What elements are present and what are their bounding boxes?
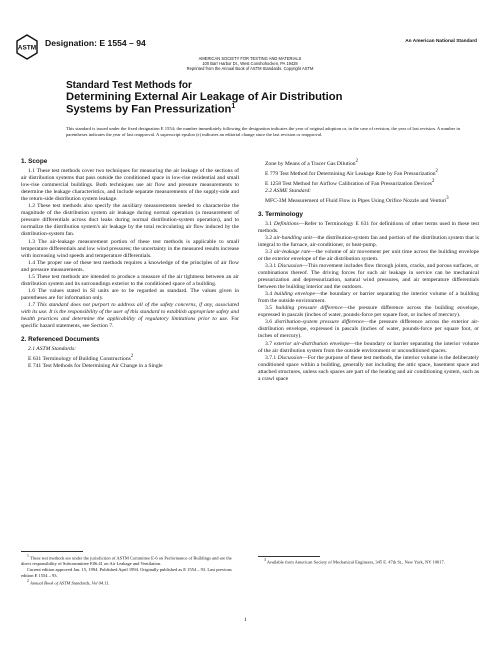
paragraph-1-3: 1.3 The air-leakage measurement portion of these test methods is applicable to small temperature differentials and low wind pressures; the uncertainty in the measured results increase with increasing wind speeds and temperature differentials. bbox=[21, 238, 239, 259]
reference-e741-continued: Zone by Means of a Tracer Gas Dilution$^2$ bbox=[265, 159, 358, 167]
footnote-divider-left bbox=[21, 551, 83, 552]
paragraph-1-1: 1.1 These test methods cover two techniques for measuring the air leakage of the sections of air distribution systems that pass outside the conditioned space in low-rise residential and small low-rise commercial buildings. Both techniques use air flow and pressure measurements to determine the leakage characteristics, and include separate measurements of the supply-side and the return-side distribution system leakage. bbox=[21, 168, 239, 203]
paragraph-1-5: 1.5 These test methods are intended to produce a measure of the air tightness between an air distribution system and its surroundings exterior to the conditioned space of a building. bbox=[21, 273, 239, 287]
title-line-3: Systems by Fan Pressurization$^1$ bbox=[66, 103, 236, 116]
section-heading-scope: 1. Scope bbox=[21, 158, 48, 165]
page-number: 1 bbox=[244, 617, 247, 623]
paragraph-1-2: 1.2 These test methods also specify the auxiliary measurements needed to characterize the magnitude of the distribution system air leakage during normal operation (a measurement of pressure differentials across duct leaks during normal distribution-system operation), and to normalize the distribution system's air leakage by the total recirculating air flow induced by the distribution-system fan. bbox=[21, 203, 239, 238]
paragraph-1-7: 1.7 This standard does not purport to address all of the safety concerns, if any, associated with its use. It is the responsibility of the user of this standard to establish appropriate safety and health practices and determine the applicability of regulatory limitations prior to use. For specific hazard statements, see Section 7. bbox=[21, 301, 239, 330]
publisher-address: 100 Barr Harbor Dr., West Conshohocken, PA 19428 bbox=[202, 61, 298, 66]
astm-logo-icon bbox=[16, 34, 38, 60]
paragraph-3-3: 3.3 air-leakage rate—the volume of air movement per unit time across the building envelope or the exterior envelope of the air distribution system. bbox=[258, 248, 480, 262]
title-line-1: Standard Test Methods for bbox=[66, 80, 192, 91]
designation: Designation: E 1554 – 94 bbox=[45, 38, 146, 48]
title-line-2: Determining External Air Leakage of Air Distribution bbox=[66, 91, 343, 103]
paragraph-1-6: 1.6 The values stated in SI units are to be regarded as standard. The values given in parentheses are for information only. bbox=[21, 287, 239, 301]
section-heading-terminology: 3. Terminology bbox=[258, 210, 303, 218]
footnote-3: $^3$ Available from American Society of Mechanical Engineers, 345 E. 47th St., New York, NY 10017. bbox=[264, 558, 445, 565]
footnotes-left bbox=[21, 554, 239, 586]
section-heading-referenced-documents: 2. Referenced Documents bbox=[21, 336, 100, 344]
paragraph-3-7: 3.7 exterior air-distribution envelope—the boundary or barrier separating the interior volume of the air distribution system from the outside environment or unconditioned spaces. bbox=[258, 340, 479, 354]
paragraph-2-2: 2.2 ASME Standard: bbox=[265, 187, 312, 194]
paragraph-3-2: 3.2 air-handling unit—the distribution-system fan and portion of the distribution system that is integral to the furnace, air-conditioner, or heat-pump. bbox=[258, 234, 479, 248]
footnote-1: $^1$ These test methods are under the jurisdiction of ASTM Committee E-6 on Performance of Buildings and are the direct responsibility of Subcommittee E06.41 on Air Leakage and Ventilation. bbox=[21, 554, 232, 567]
paragraph-3-3-1: 3.3.1 Discussion—This movement includes flow through joints, cracks, and porous surfaces, or combinations thereof. The driving forces for such air leakage in service can be mechanical pressurization and depressurization, natural wind pressures, and air temperature differentials between the building interior and the outdoors. bbox=[258, 263, 479, 291]
svg-text:ASTM: ASTM bbox=[17, 44, 37, 52]
footnotes-right bbox=[258, 558, 479, 565]
reference-e1258: E 1258 Test Method for Airflow Calibration of Fan Pressurization Devices$^2$ bbox=[265, 178, 435, 187]
left-column bbox=[21, 158, 239, 370]
reprint-notice: Reprinted from the Annual Book of ASTM Standards. Copyright ASTM bbox=[186, 66, 314, 71]
paragraph-3-5: 3.5 building pressure difference—the pressure difference across the building envelope, expressed in pascals (inches of water, pounds-force per square foot, or inches of mercury). bbox=[258, 305, 480, 319]
paragraph-3-1: 3.1 Definitions—Refer to Terminology E 631 for definitions of other terms used in these test methods. bbox=[258, 220, 479, 234]
footnote-2: $^2$ Annual Book of ASTM Standards, Vol 04.11. bbox=[27, 578, 110, 586]
footnote-1-edition: Current edition approved Jan. 15, 1994. Published April 1994. Originally published as E 1554 – 93. Last previous edition E 1554 – 93. bbox=[21, 567, 232, 578]
publisher-line: AMERICAN SOCIETY FOR TESTING AND MATERIALS bbox=[198, 56, 302, 61]
title-footnote-mark: 1 bbox=[231, 103, 236, 110]
paragraph-2-1: 2.1 ASTM Standards: bbox=[28, 346, 77, 353]
footnote-divider-right bbox=[258, 556, 320, 557]
paragraph-3-6: 3.6 distribution-system pressure difference—the pressure difference across the exterior air-distribution envelope, expressed in pascals (inches of water, pounds-force per square foot, or inches of mercury). bbox=[258, 319, 479, 340]
reference-e631: E 631 Terminology of Building Constructions$^2$ bbox=[28, 354, 134, 363]
paragraph-3-7-1: 3.7.1 Discussion—For the purpose of these test methods, the interior volume is the deliberately conditioned space within a building, generally not including the attic space, basement space and attached structures, unless such spaces are part of the heating and air conditioning system, such as a crawl space bbox=[258, 354, 479, 382]
paragraph-3-4: 3.4 building envelope—the boundary or barrier separating the interior volume of a building from the outside environment. bbox=[258, 291, 479, 305]
paragraph-1-4: 1.4 The proper use of these test methods requires a knowledge of the principles of air flow and pressure measurements. bbox=[21, 259, 239, 273]
standard-label: An American National Standard bbox=[405, 39, 477, 44]
reference-mfc-3m: MFC-3M Measurement of Fluid Flow in Pipes Using Orifice Nozzle and Venturi$^3$ bbox=[265, 195, 449, 204]
right-column bbox=[258, 158, 479, 383]
reference-e779: E 779 Test Method for Determining Air Leakage Rate by Fan Pressurization$^2$ bbox=[265, 168, 438, 177]
designation-notice: This standard is issued under the fixed designation E 1554; the number immediately following the designation indicates the year of original adoption or, in the case of revision, the year of last revision. A number in parentheses indicates the year of last reapproval. A superscript epsilon (ε) indicates an editorial change since the last revision or reapproval. bbox=[66, 126, 460, 137]
reference-e741: E 741 Test Methods for Determining Air Change in a Single bbox=[28, 363, 163, 370]
